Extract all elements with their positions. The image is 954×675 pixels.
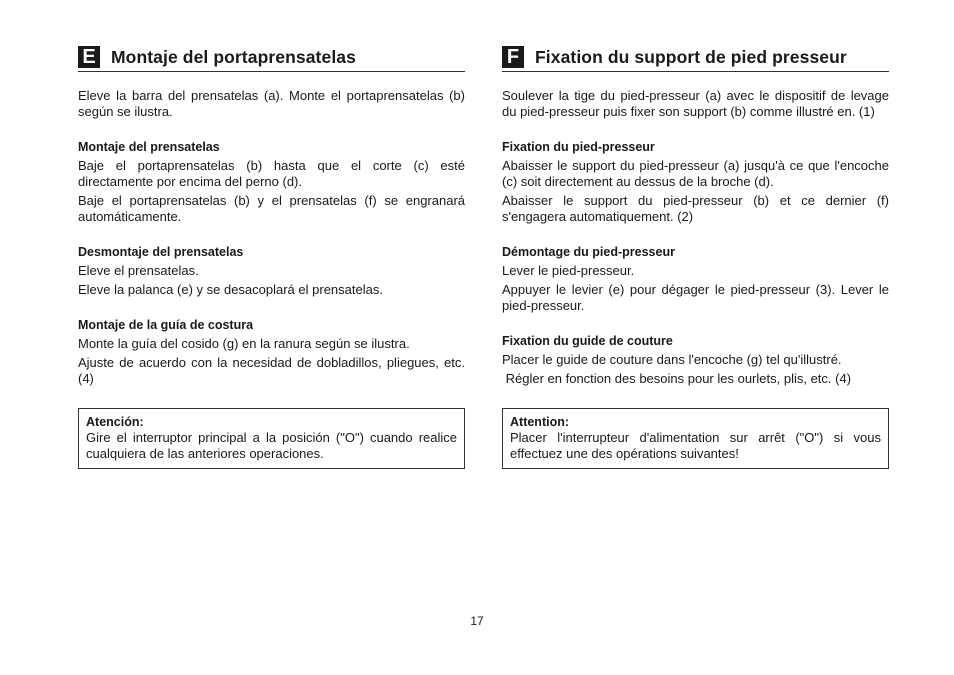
paragraph: Eleve el prensatelas. bbox=[78, 263, 199, 278]
attention-title: Attention: bbox=[510, 415, 570, 429]
section-title: Fixation du support de pied presseur bbox=[535, 46, 847, 67]
language-badge: F bbox=[502, 46, 524, 68]
paragraph: Monte la guía del cosido (g) en la ranura según se ilustra. bbox=[78, 336, 410, 351]
paragraph: Baje el portaprensatelas (b) y el prensatelas (f) se engranará automáticamente. bbox=[78, 193, 465, 224]
paragraph: Abaisser le support du pied-presseur (b) et ce dernier (f) s'engagera automatiquement. (2) bbox=[502, 193, 889, 224]
page-number: 17 bbox=[470, 614, 484, 628]
subsection-title: Démontage du pied-presseur bbox=[502, 245, 675, 259]
section-header bbox=[78, 45, 465, 72]
subsection-title: Fixation du guide de couture bbox=[502, 334, 673, 348]
spanish-column bbox=[78, 45, 465, 469]
attention-text: Gire el interruptor principal a la posición ("O") cuando realice cualquiera de las anteriores operaciones. bbox=[86, 430, 457, 461]
paragraph: Appuyer le levier (e) pour dégager le pied-presseur (3). Lever le pied-presseur. bbox=[502, 282, 889, 313]
subsection-title: Fixation du pied-presseur bbox=[502, 140, 655, 154]
subsection-title: Montaje de la guía de costura bbox=[78, 318, 254, 332]
section-header bbox=[502, 45, 889, 72]
paragraph: Placer le guide de couture dans l'encoche (g) tel qu'illustré. bbox=[502, 352, 842, 367]
paragraph: Lever le pied-presseur. bbox=[502, 263, 635, 278]
attention-text: Placer l'interrupteur d'alimentation sur arrêt ("O") si vous effectuez une des opérations suivantes! bbox=[510, 430, 881, 461]
paragraph: Régler en fonction des besoins pour les ourlets, plis, etc. (4) bbox=[502, 371, 852, 386]
language-badge: E bbox=[78, 46, 100, 68]
paragraph: Ajuste de acuerdo con la necesidad de dobladillos, pliegues, etc. (4) bbox=[78, 355, 465, 386]
subsection-title: Montaje del prensatelas bbox=[78, 140, 220, 154]
attention-box bbox=[78, 408, 465, 469]
attention-title: Atención: bbox=[86, 415, 144, 429]
section-title: Montaje del portaprensatelas bbox=[111, 46, 356, 67]
paragraph: Baje el portaprensatelas (b) hasta que el corte (c) esté directamente por encima del perno (d). bbox=[78, 158, 465, 189]
attention-box bbox=[502, 408, 889, 469]
paragraph: Eleve la palanca (e) y se desacoplará el prensatelas. bbox=[78, 282, 383, 297]
subsection-title: Desmontaje del prensatelas bbox=[78, 245, 244, 259]
french-column bbox=[502, 45, 889, 469]
intro-paragraph: Soulever la tige du pied-presseur (a) avec le dispositif de levage du pied-presseur puis fixer son support (b) comme illustré en. (1) bbox=[502, 88, 889, 119]
paragraph: Abaisser le support du pied-presseur (a) jusqu'à ce que l'encoche (c) soit directement au dessus de la broche (d). bbox=[502, 158, 889, 189]
intro-paragraph: Eleve la barra del prensatelas (a). Monte el portaprensatelas (b) según se ilustra. bbox=[78, 88, 465, 119]
